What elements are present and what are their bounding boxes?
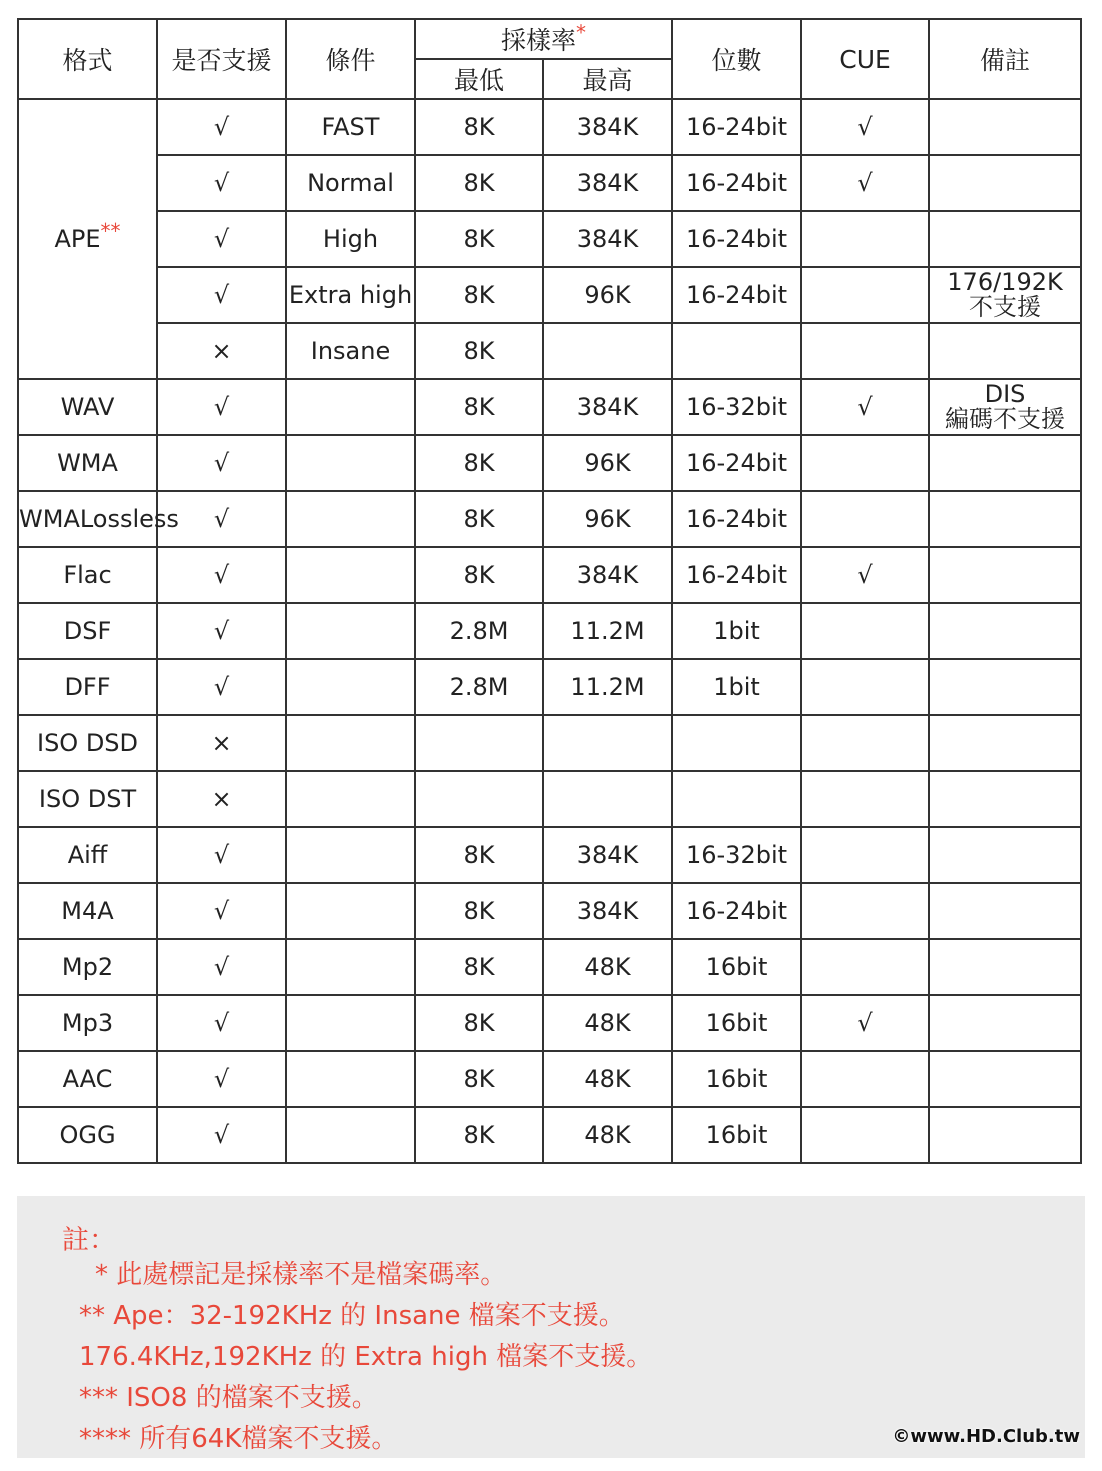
format-rows xyxy=(18,379,1081,1163)
header-bits: 位數 xyxy=(672,19,801,99)
note-line-3: 176.4KHz,192KHz 的 Extra high 檔案不支援。 xyxy=(79,1342,653,1372)
cue-cell xyxy=(801,1107,929,1163)
max-cell: 384K xyxy=(543,99,672,155)
support-cell: √ xyxy=(157,379,286,435)
bits-cell: 16-24bit xyxy=(672,99,801,155)
support-cell: √ xyxy=(157,99,286,155)
cue-cell: √ xyxy=(801,155,929,211)
cue-cell xyxy=(801,491,929,547)
format-name: APE xyxy=(54,225,101,253)
format-cell: M4A xyxy=(18,883,157,939)
min-cell: 8K xyxy=(415,211,543,267)
bits-cell: 16-24bit xyxy=(672,155,801,211)
max-cell: 96K xyxy=(543,435,672,491)
support-cell: √ xyxy=(157,155,286,211)
bits-cell xyxy=(672,323,801,379)
header-supported: 是否支援 xyxy=(157,19,286,99)
max-cell xyxy=(543,771,672,827)
condition-cell xyxy=(286,491,415,547)
condition-cell xyxy=(286,659,415,715)
format-cell: Flac xyxy=(18,547,157,603)
format-cell: AAC xyxy=(18,1051,157,1107)
max-cell: 384K xyxy=(543,547,672,603)
table-row xyxy=(18,435,1081,491)
support-cell: × xyxy=(157,771,286,827)
min-cell xyxy=(415,715,543,771)
table-row xyxy=(18,99,1081,155)
format-support-table xyxy=(17,18,1082,1164)
cue-cell xyxy=(801,435,929,491)
support-cell: √ xyxy=(157,827,286,883)
min-cell: 8K xyxy=(415,267,543,323)
header-cue: CUE xyxy=(801,19,929,99)
cue-cell xyxy=(801,603,929,659)
max-cell: 384K xyxy=(543,883,672,939)
min-cell: 8K xyxy=(415,547,543,603)
note-cell xyxy=(929,603,1081,659)
bits-cell: 16-32bit xyxy=(672,379,801,435)
cue-cell xyxy=(801,267,929,323)
max-cell: 384K xyxy=(543,211,672,267)
cue-cell xyxy=(801,939,929,995)
min-cell: 2.8M xyxy=(415,603,543,659)
support-cell: √ xyxy=(157,267,286,323)
format-cell: DFF xyxy=(18,659,157,715)
support-cell: × xyxy=(157,323,286,379)
max-cell: 48K xyxy=(543,995,672,1051)
cue-cell xyxy=(801,659,929,715)
note-cell xyxy=(929,827,1081,883)
note-cell xyxy=(929,155,1081,211)
table-row xyxy=(18,211,1081,267)
condition-cell xyxy=(286,715,415,771)
support-cell: √ xyxy=(157,491,286,547)
cue-cell: √ xyxy=(801,547,929,603)
format-cell: Aiff xyxy=(18,827,157,883)
min-cell: 2.8M xyxy=(415,659,543,715)
table-row xyxy=(18,1107,1081,1163)
min-cell: 8K xyxy=(415,99,543,155)
bits-cell: 16-24bit xyxy=(672,883,801,939)
condition-cell xyxy=(286,995,415,1051)
condition-cell: Normal xyxy=(286,155,415,211)
max-cell: 96K xyxy=(543,491,672,547)
format-cell: WMA xyxy=(18,435,157,491)
sample-rate-label: 採樣率 xyxy=(501,26,577,55)
format-cell: OGG xyxy=(18,1107,157,1163)
note-cell xyxy=(929,99,1081,155)
note-line: 不支援 xyxy=(969,293,1042,321)
cue-cell xyxy=(801,771,929,827)
note-cell xyxy=(929,211,1081,267)
header-remarks: 備註 xyxy=(929,19,1081,99)
bits-cell: 16-24bit xyxy=(672,547,801,603)
table-row xyxy=(18,603,1081,659)
min-cell: 8K xyxy=(415,379,543,435)
format-cell-ape xyxy=(18,99,157,379)
cue-cell xyxy=(801,211,929,267)
note-cell xyxy=(929,771,1081,827)
cue-cell: √ xyxy=(801,995,929,1051)
support-cell: √ xyxy=(157,883,286,939)
cue-cell xyxy=(801,827,929,883)
support-cell: √ xyxy=(157,211,286,267)
note-line: 編碼不支援 xyxy=(945,405,1066,433)
condition-cell: Extra high xyxy=(286,267,415,323)
min-cell: 8K xyxy=(415,155,543,211)
bits-cell: 16bit xyxy=(672,1107,801,1163)
table-row xyxy=(18,659,1081,715)
format-cell: DSF xyxy=(18,603,157,659)
notes-panel xyxy=(17,1196,1085,1458)
table-row xyxy=(18,883,1081,939)
min-cell: 8K xyxy=(415,435,543,491)
min-cell: 8K xyxy=(415,1051,543,1107)
note-cell xyxy=(929,995,1081,1051)
condition-cell xyxy=(286,379,415,435)
min-cell: 8K xyxy=(415,323,543,379)
condition-cell xyxy=(286,603,415,659)
ape-star: ** xyxy=(100,219,121,243)
cue-cell xyxy=(801,883,929,939)
format-cell: ISO DSD xyxy=(18,715,157,771)
condition-cell xyxy=(286,939,415,995)
bits-cell xyxy=(672,715,801,771)
header-min: 最低 xyxy=(415,59,543,99)
header-max: 最高 xyxy=(543,59,672,99)
header-sample-rate xyxy=(415,19,672,59)
header-condition: 條件 xyxy=(286,19,415,99)
condition-cell xyxy=(286,1051,415,1107)
bits-cell: 16-32bit xyxy=(672,827,801,883)
table-row xyxy=(18,155,1081,211)
note-cell xyxy=(929,1107,1081,1163)
max-cell: 48K xyxy=(543,1051,672,1107)
condition-cell: Insane xyxy=(286,323,415,379)
format-cell: Mp2 xyxy=(18,939,157,995)
bits-cell: 16bit xyxy=(672,1051,801,1107)
max-cell: 384K xyxy=(543,379,672,435)
note-cell xyxy=(929,435,1081,491)
support-cell: √ xyxy=(157,1107,286,1163)
table-row xyxy=(18,547,1081,603)
condition-cell xyxy=(286,1107,415,1163)
note-cell xyxy=(929,547,1081,603)
table-row xyxy=(18,379,1081,435)
support-cell: √ xyxy=(157,995,286,1051)
note-cell xyxy=(929,939,1081,995)
format-cell: WMALossless xyxy=(18,491,157,547)
table-row xyxy=(18,267,1081,323)
support-cell: √ xyxy=(157,1051,286,1107)
max-cell: 96K xyxy=(543,267,672,323)
note-cell xyxy=(929,379,1081,435)
table-row xyxy=(18,939,1081,995)
table-row xyxy=(18,995,1081,1051)
max-cell: 11.2M xyxy=(543,603,672,659)
bits-cell: 16-24bit xyxy=(672,211,801,267)
min-cell: 8K xyxy=(415,491,543,547)
bits-cell: 1bit xyxy=(672,603,801,659)
cue-cell: √ xyxy=(801,99,929,155)
support-cell: √ xyxy=(157,939,286,995)
max-cell xyxy=(543,323,672,379)
cue-cell: √ xyxy=(801,379,929,435)
table-row xyxy=(18,715,1081,771)
sample-rate-star: * xyxy=(576,20,587,45)
note-cell xyxy=(929,883,1081,939)
cue-cell xyxy=(801,715,929,771)
bits-cell: 16bit xyxy=(672,995,801,1051)
note-cell xyxy=(929,659,1081,715)
watermark: ©www.HD.Club.tw xyxy=(892,1426,1080,1447)
bits-cell: 16-24bit xyxy=(672,491,801,547)
table-row xyxy=(18,827,1081,883)
note-line: DIS xyxy=(984,380,1026,408)
format-cell: ISO DST xyxy=(18,771,157,827)
cue-cell xyxy=(801,323,929,379)
header-format: 格式 xyxy=(18,19,157,99)
support-cell: √ xyxy=(157,659,286,715)
note-line-5: **** 所有64K檔案不支援。 xyxy=(79,1424,398,1454)
note-line-2: ** Ape：32-192KHz 的 Insane 檔案不支援。 xyxy=(79,1301,625,1331)
condition-cell xyxy=(286,771,415,827)
support-cell: √ xyxy=(157,435,286,491)
min-cell: 8K xyxy=(415,995,543,1051)
support-cell: × xyxy=(157,715,286,771)
table-row xyxy=(18,491,1081,547)
bits-cell: 1bit xyxy=(672,659,801,715)
note-cell xyxy=(929,491,1081,547)
note-cell xyxy=(929,1051,1081,1107)
note-cell xyxy=(929,267,1081,323)
min-cell: 8K xyxy=(415,1107,543,1163)
table-row xyxy=(18,1051,1081,1107)
min-cell: 8K xyxy=(415,827,543,883)
max-cell: 11.2M xyxy=(543,659,672,715)
condition-cell: High xyxy=(286,211,415,267)
cue-cell xyxy=(801,1051,929,1107)
min-cell: 8K xyxy=(415,939,543,995)
max-cell: 48K xyxy=(543,1107,672,1163)
min-cell: 8K xyxy=(415,883,543,939)
note-line-1: * 此處標記是採樣率不是檔案碼率。 xyxy=(95,1260,507,1290)
note-cell xyxy=(929,715,1081,771)
max-cell xyxy=(543,715,672,771)
max-cell: 384K xyxy=(543,155,672,211)
condition-cell: FAST xyxy=(286,99,415,155)
notes-title: 註： xyxy=(62,1225,116,1256)
note-line: 176/192K xyxy=(947,268,1063,296)
bits-cell: 16-24bit xyxy=(672,267,801,323)
min-cell xyxy=(415,771,543,827)
bits-cell: 16bit xyxy=(672,939,801,995)
support-cell: √ xyxy=(157,547,286,603)
max-cell: 48K xyxy=(543,939,672,995)
bits-cell xyxy=(672,771,801,827)
format-cell: WAV xyxy=(18,379,157,435)
condition-cell xyxy=(286,827,415,883)
table-row xyxy=(18,771,1081,827)
bits-cell: 16-24bit xyxy=(672,435,801,491)
note-cell xyxy=(929,323,1081,379)
support-cell: √ xyxy=(157,603,286,659)
format-cell: Mp3 xyxy=(18,995,157,1051)
max-cell: 384K xyxy=(543,827,672,883)
note-line-4: *** ISO8 的檔案不支援。 xyxy=(79,1383,378,1413)
condition-cell xyxy=(286,435,415,491)
condition-cell xyxy=(286,883,415,939)
condition-cell xyxy=(286,547,415,603)
table-row xyxy=(18,323,1081,379)
